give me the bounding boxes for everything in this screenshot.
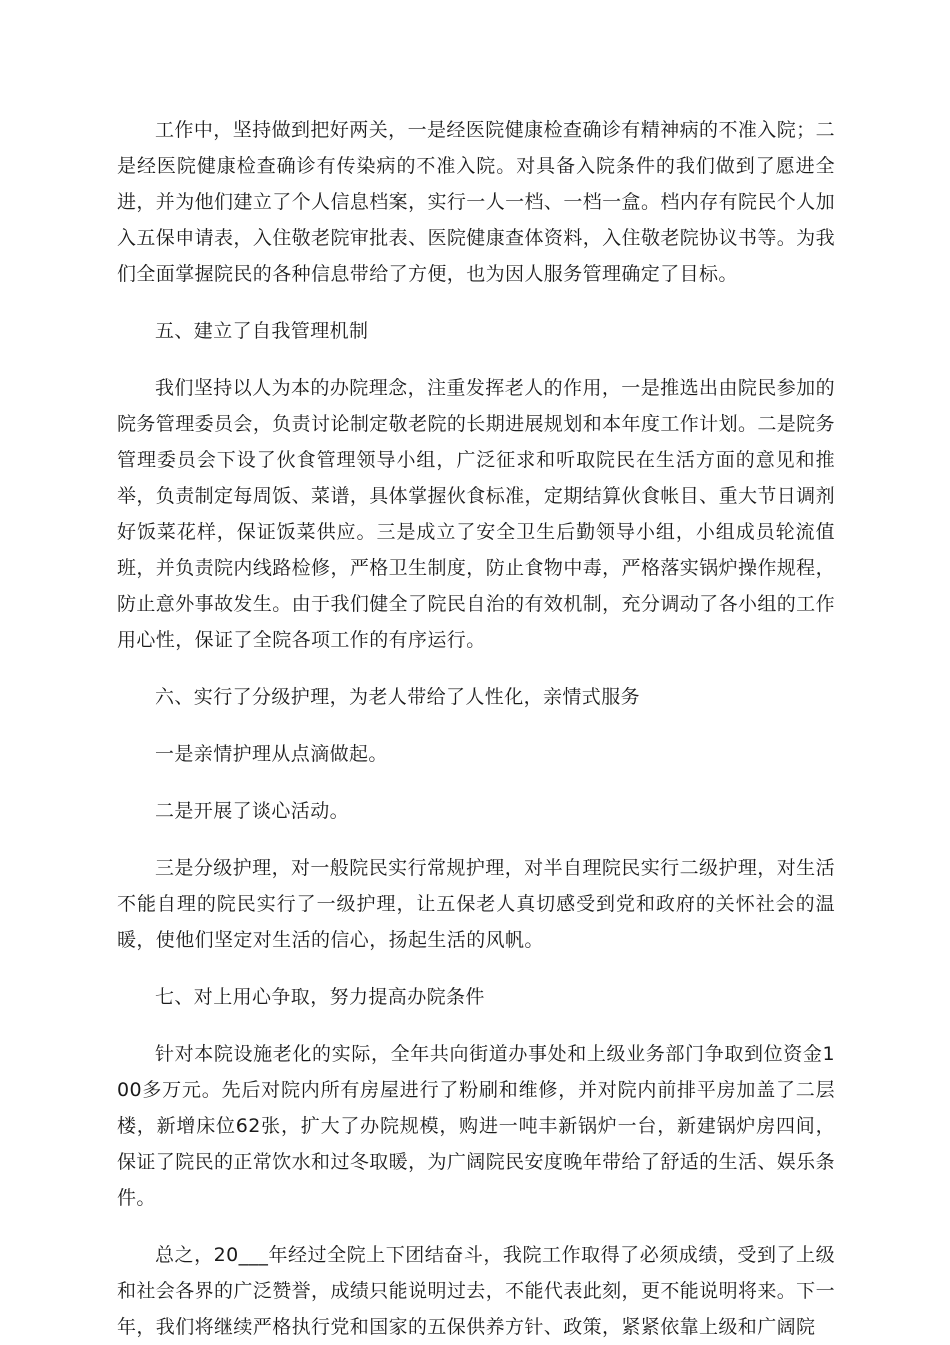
paragraph-care-item-3: 三是分级护理，对一般院民实行常规护理，对半自理院民实行二级护理，对生活不能自理的院民实行了一级护理，让五保老人真切感受到党和政府的关怀社会的温暖，使他们坚定对生活的信心，扬起生活的风帆。 [117, 857, 835, 951]
document-body [117, 112, 835, 1345]
heading-graded-care: 六、实行了分级护理，为老人带给了人性化，亲情式服务 [155, 686, 641, 708]
paragraph-improve-conditions: 针对本院设施老化的实际，全年共向街道办事处和上级业务部门争取到位资金100多万元。先后对院内所有房屋进行了粉刷和维修，并对院内前排平房加盖了二层楼，新增床位62张，扩大了办院规模，购进一吨丰新锅炉一台，新建锅炉房四间，保证了院民的正常饮水和过冬取暖，为广阔院民安度晚年带给了舒适的生活、娱乐条件。 [117, 1043, 835, 1209]
paragraph-admission-checks: 工作中，坚持做到把好两关，一是经医院健康检查确诊有精神病的不准入院；二是经医院健康检查确诊有传染病的不准入院。对具备入院条件的我们做到了愿进全进，并为他们建立了个人信息档案，实行一人一档、一档一盒。档内存有院民个人加入五保申请表，入住敬老院审批表、医院健康查体资料，入住敬老院协议书等。为我们全面掌握院民的各种信息带给了方便，也为因人服务管理确定了目标。 [117, 119, 835, 285]
heading-self-management: 五、建立了自我管理机制 [155, 320, 369, 342]
paragraph-self-management: 我们坚持以人为本的办院理念，注重发挥老人的作用，一是推选出由院民参加的院务管理委员会，负责讨论制定敬老院的长期进展规划和本年度工作计划。二是院务管理委员会下设了伙食管理领导小组，广泛征求和听取院民在生活方面的意见和推举，负责制定每周饭、菜谱，具体掌握伙食标准，定期结算伙食帐目、重大节日调剂好饭菜花样，保证饭菜供应。三是成立了安全卫生后勤领导小组，小组成员轮流值班，并负责院内线路检修，严格卫生制度，防止食物中毒，严格落实锅炉操作规程，防止意外事故发生。由于我们健全了院民自治的有效机制，充分调动了各小组的工作用心性，保证了全院各项工作的有序运行。 [117, 377, 835, 651]
paragraph-care-item-1: 一是亲情护理从点滴做起。 [155, 743, 388, 765]
paragraph-summary: 总之，20___年经过全院上下团结奋斗，我院工作取得了必须成绩，受到了上级和社会各界的广泛赞誉，成绩只能说明过去，不能代表此刻，更不能说明将来。下一年，我们将继续严格执行党和国家的五保供养方针、政策，紧紧依靠上级和广阔院 [117, 1244, 835, 1338]
heading-improve-conditions: 七、对上用心争取，努力提高办院条件 [155, 986, 485, 1008]
paragraph-care-item-2: 二是开展了谈心活动。 [155, 800, 350, 822]
